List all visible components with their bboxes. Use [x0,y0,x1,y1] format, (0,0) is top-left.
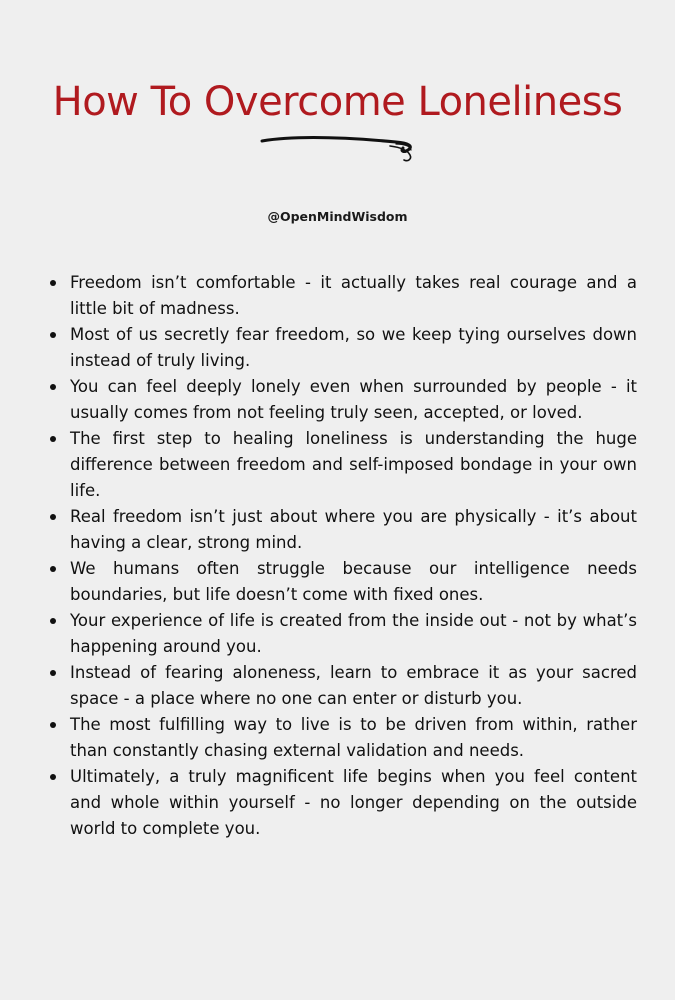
bullet-icon [50,566,56,572]
list-item-text: The first step to healing loneliness is understanding the huge difference between freedom and self-imposed bondage in your own life. [70,429,637,500]
list-item-text: Most of us secretly fear freedom, so we keep tying ourselves down instead of truly living. [70,325,637,370]
bullet-icon [50,332,56,338]
list-item-text: Real freedom isn’t just about where you are physically - it’s about having a clear, strong mind. [70,507,637,552]
list-item [48,608,637,660]
list-item-text: Ultimately, a truly magnificent life begins when you feel content and whole within yourself - no longer depending on the outside world to complete you. [70,767,637,838]
bullet-icon [50,722,56,728]
list-item [48,270,637,322]
list-item [48,712,637,764]
author-handle: @OpenMindWisdom [267,209,408,224]
list-item [48,322,637,374]
list-item-text: The most fulfilling way to live is to be driven from within, rather than constantly chasing external validation and needs. [70,715,637,760]
swoosh-divider-icon [258,132,418,166]
list-item-text: Your experience of life is created from the inside out - not by what’s happening around you. [70,611,637,656]
list-item [48,556,637,608]
bullet-icon [50,514,56,520]
list-item-text: Instead of fearing aloneness, learn to embrace it as your sacred space - a place where no one can enter or disturb you. [70,663,637,708]
list-item-text: Freedom isn’t comfortable - it actually takes real courage and a little bit of madness. [70,273,637,318]
bullet-icon [50,670,56,676]
tips-list [48,270,637,842]
list-item [48,426,637,504]
bullet-icon [50,384,56,390]
list-item [48,504,637,556]
list-item [48,374,637,426]
page-title: How To Overcome Loneliness [52,79,623,125]
bullet-icon [50,774,56,780]
list-item-text: We humans often struggle because our intelligence needs boundaries, but life doesn’t come with fixed ones. [70,559,637,604]
bullet-icon [50,436,56,442]
bullet-icon [50,618,56,624]
list-item [48,660,637,712]
list-item-text: You can feel deeply lonely even when surrounded by people - it usually comes from not feeling truly seen, accepted, or loved. [70,377,637,422]
bullet-icon [50,280,56,286]
list-item [48,764,637,842]
